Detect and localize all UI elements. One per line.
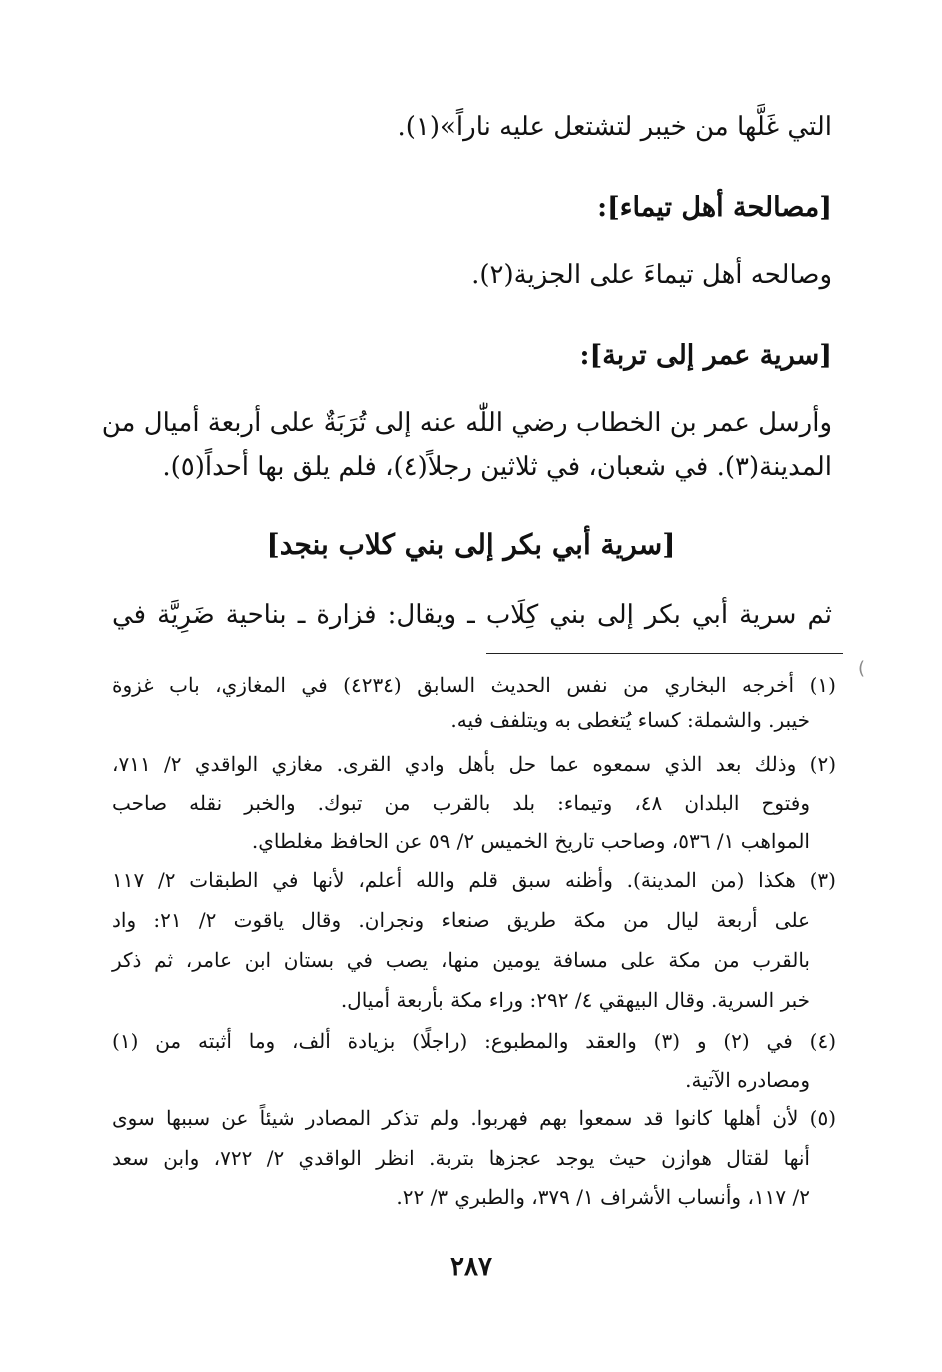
- footnote-line: بالقرب من مكة على مسافة يومين منها، يصب في بستان ابن عامر، ثم ذكر: [112, 948, 810, 972]
- text-line: وصالحه أهل تيماءَ على الجزية(٢).: [471, 260, 832, 290]
- section-heading: [مصالحة أهل تيماء]:: [597, 192, 832, 223]
- footnote-line: أنها لقتال هوازن حيث يوجد عجزها بتربة. انظر الواقدي ٢/ ٧٢٢، وابن سعد: [112, 1146, 810, 1170]
- footnote-line: وفتوح البلدان ٤٨، وتيماء: بلد بالقرب من تبوك. والخبر نقله صاحب: [112, 791, 810, 815]
- footnote-line: ٢/ ١١٧، وأنساب الأشراف ١/ ٣٧٩، والطبري ٣/ ٢٢.: [396, 1185, 810, 1209]
- text-line: التي غَلَّها من خيبر لتشتعل عليه ناراً»(١).: [397, 112, 832, 142]
- footnote-line: (٢) وذلك بعد الذي سمعوه عما حل بأهل وادي القرى. مغازي الواقدي ٢/ ٧١١،: [112, 752, 836, 776]
- footnote-line: على أربعة ليال من مكة طريق صنعاء ونجران. وقال ياقوت ٢/ ٢١: واد: [112, 908, 811, 932]
- footnote-line: (١) أخرجه البخاري من نفس الحديث السابق (٤٢٣٤) في المغازي، باب غزوة: [112, 673, 836, 697]
- text-line: المدينة(٣). في شعبان، في ثلاثين رجلاً(٤)، فلم يلق بها أحداً(٥).: [162, 452, 832, 482]
- text-line: ثم سرية أبي بكر إلى بني كِلَاب ـ ويقال: فزارة ـ بناحية ضَرِيَّة في: [112, 600, 832, 630]
- section-heading: [سرية عمر إلى تربة]:: [579, 340, 832, 371]
- footnote-line: (٤) في (٢) و (٣) والعقد والمطبوع: (راجلًا) بزيادة ألف، وما أثبته من (١): [112, 1029, 836, 1053]
- margin-mark: (: [858, 658, 866, 679]
- footnote-line: المواهب ١/ ٥٣٦، وصاحب تاريخ الخميس ٢/ ٥٩ عن الحافظ مغلطاي.: [251, 829, 810, 853]
- footnote-line: خبر السرية. وقال البيهقي ٤/ ٢٩٢: وراء مكة بأربعة أميال.: [340, 988, 810, 1012]
- footnote-separator: [486, 653, 843, 654]
- chapter-heading: [سرية أبي بكر إلى بني كلاب بنجد]: [266, 528, 676, 561]
- footnote-line: ومصادره الآتية.: [685, 1068, 810, 1092]
- footnote-line: (٣) هكذا (من المدينة). وأظنه سبق قلم والله أعلم، لأنها في الطبقات ٢/ ١١٧: [112, 868, 836, 892]
- footnote-line: خيبر. والشملة: كساء يُتغطى به ويتلفف فيه.: [450, 708, 810, 732]
- footnote-line: (٥) لأن أهلها كانوا قد سمعوا بهم فهربوا. ولم تذكر المصادر شيئاً عن سببها سوى: [112, 1106, 836, 1130]
- page-number: ٢٨٧: [450, 1252, 492, 1282]
- text-line: وأرسل عمر بن الخطاب رضي اللّٰه عنه إلى تُرَبَةٌ على أربعة أميال من: [101, 408, 832, 438]
